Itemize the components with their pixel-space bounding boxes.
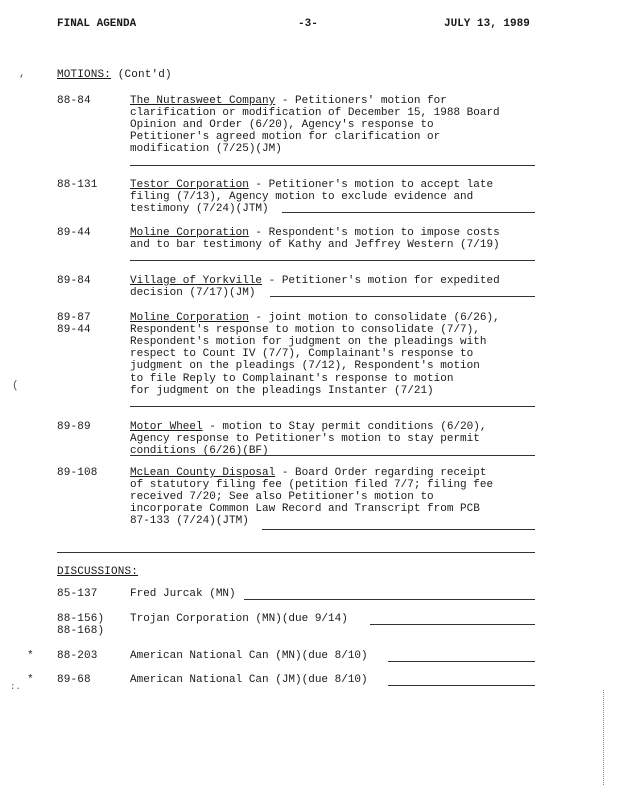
motion-line: decision (7/17)(JM) xyxy=(130,287,256,300)
signature-line xyxy=(130,260,535,261)
motion-first-line xyxy=(130,275,500,287)
header-date: JULY 13, 1989 xyxy=(444,18,530,30)
motion-text: - Petitioner's motion to accept late xyxy=(248,179,494,191)
party-name: Moline Corporation xyxy=(130,227,249,239)
party-name: Testor Corporation xyxy=(130,179,249,191)
motion-first-line xyxy=(130,227,500,239)
motion-line: Agency response to Petitioner's motion to stay permit xyxy=(130,433,480,446)
motion-line: and to bar testimony of Kathy and Jeffrey Western (7/19) xyxy=(130,239,500,252)
case-number: 89-68 xyxy=(57,674,91,686)
case-number: 89-44 xyxy=(57,324,91,337)
case-number: 88-156) xyxy=(57,613,105,625)
discussions-heading: DISCUSSIONS: xyxy=(57,566,139,578)
motion-line: for judgment on the pleadings Instanter (7/21) xyxy=(130,384,434,397)
page-number: -3- xyxy=(298,18,318,30)
motion-text: - Board Order regarding receipt xyxy=(275,467,487,479)
motion-line: Opinion and Order (6/20), Agency's response to xyxy=(130,119,434,132)
discussion-item: American National Can (MN)(due 8/10) xyxy=(130,650,368,662)
signature-line xyxy=(130,165,535,166)
motion-line: to file Reply to Complainant's response to motion xyxy=(130,372,454,385)
motion-line: testimony (7/24)(JTM) xyxy=(130,203,269,216)
party-name: The Nutrasweet Company xyxy=(130,95,276,107)
signature-line xyxy=(262,529,535,530)
signature-line xyxy=(370,624,535,625)
motion-line: conditions (6/26)(BF) xyxy=(130,445,269,458)
motion-text: - Respondent's motion to impose costs xyxy=(248,227,500,239)
case-number: 89-44 xyxy=(57,227,91,239)
motions-heading: MOTIONS: (Cont'd) xyxy=(57,69,172,81)
party-name: McLean County Disposal xyxy=(130,467,276,479)
scan-edge-mark xyxy=(603,690,605,785)
motion-first-line xyxy=(130,467,486,479)
party-name: Moline Corporation xyxy=(130,312,249,324)
motion-text: - joint motion to consolidate (6/26), xyxy=(248,312,500,324)
motion-first-line xyxy=(130,179,493,191)
motion-line: of statutory filing fee (petition filed 7/7; filing fee xyxy=(130,479,494,492)
section-divider xyxy=(57,552,535,553)
motion-line: 87-133 (7/24)(JTM) xyxy=(130,515,249,528)
motion-first-line xyxy=(130,421,486,433)
motion-line: received 7/20; See also Petitioner's motion to xyxy=(130,491,434,504)
signature-line xyxy=(388,661,535,662)
scan-mark: :. xyxy=(10,682,21,692)
motion-text: - motion to Stay permit conditions (6/20), xyxy=(202,421,487,433)
signature-line xyxy=(130,455,535,456)
party-name: Village of Yorkville xyxy=(130,275,263,287)
case-number: 89-87 xyxy=(57,312,91,324)
case-number: 89-84 xyxy=(57,275,91,287)
motion-line: Petitioner's agreed motion for clarification or xyxy=(130,131,441,144)
motion-line: respect to Count IV (7/7), Complainant's response to xyxy=(130,348,474,361)
header-title: FINAL AGENDA xyxy=(57,18,137,30)
case-number: 88-168) xyxy=(57,625,105,638)
motion-first-line xyxy=(130,312,500,324)
motion-text: - Petitioner's motion for expedited xyxy=(262,275,500,287)
signature-line xyxy=(270,296,535,297)
case-number: 89-108 xyxy=(57,467,98,479)
case-number: 88-84 xyxy=(57,95,91,107)
case-number: 88-131 xyxy=(57,179,98,191)
motion-text: - Petitioners' motion for xyxy=(275,95,447,107)
party-name: Motor Wheel xyxy=(130,421,203,433)
scan-mark: ( xyxy=(12,380,19,392)
discussion-item: Fred Jurcak (MN) xyxy=(130,588,236,600)
priority-star: * xyxy=(27,650,34,662)
motion-first-line xyxy=(130,95,447,107)
motion-line: incorporate Common Law Record and Transcript from PCB xyxy=(130,503,480,516)
scan-mark: ‘ xyxy=(18,74,25,86)
case-number: 88-203 xyxy=(57,650,98,662)
motion-line: judgment on the pleadings (7/12), Respondent's motion xyxy=(130,360,480,373)
motion-line: modification (7/25)(JM) xyxy=(130,143,282,156)
motion-line: filing (7/13), Agency motion to exclude evidence and xyxy=(130,191,474,204)
motion-line: Respondent's motion for judgment on the pleadings with xyxy=(130,336,487,349)
signature-line xyxy=(130,406,535,407)
motion-line: clarification or modification of December 15, 1988 Board xyxy=(130,107,500,120)
case-number: 85-137 xyxy=(57,588,98,600)
priority-star: * xyxy=(27,674,34,686)
case-number: 89-89 xyxy=(57,421,91,433)
signature-line xyxy=(388,685,535,686)
discussion-item: American National Can (JM)(due 8/10) xyxy=(130,674,368,686)
signature-line xyxy=(282,212,535,213)
motion-line: Respondent's response to motion to consolidate (7/7), xyxy=(130,324,480,337)
discussion-item: Trojan Corporation (MN)(due 9/14) xyxy=(130,613,348,625)
signature-line xyxy=(244,599,535,600)
